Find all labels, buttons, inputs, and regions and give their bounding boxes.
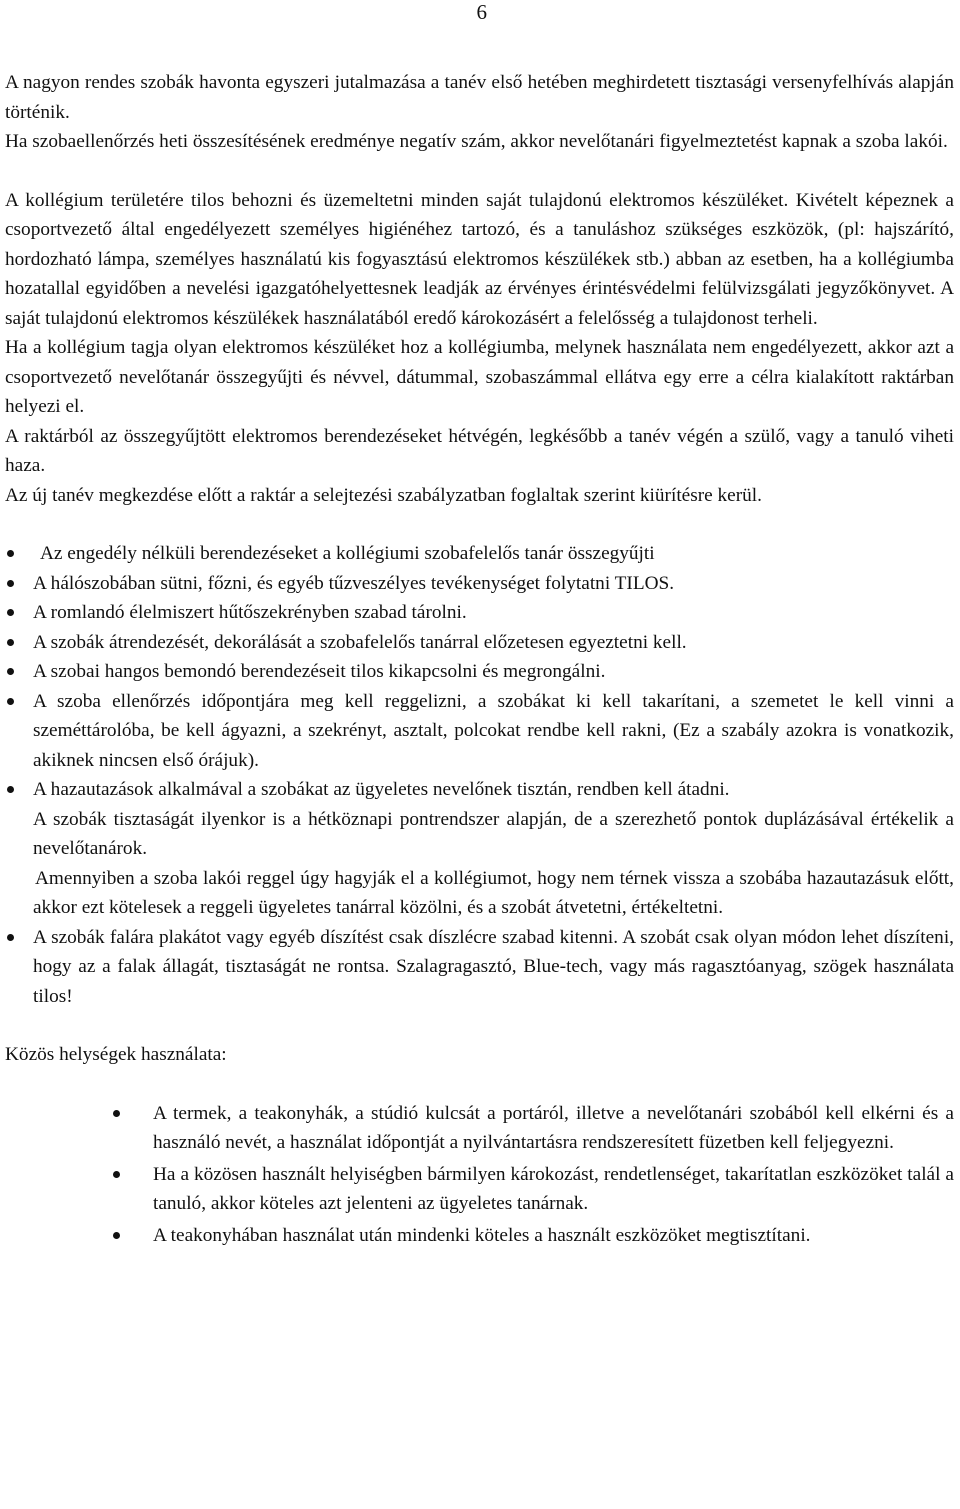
- bullet-icon: [113, 1110, 120, 1117]
- list-item: [5, 1221, 954, 1251]
- list-item: [5, 923, 954, 1012]
- page-number: 6: [476, 0, 487, 24]
- spacer: [5, 510, 954, 539]
- list-item: [5, 687, 954, 776]
- list-item: [5, 1160, 954, 1219]
- list-item-text: A szobai hangos bemondó berendezéseit tilos kikapcsolni és megrongálni.: [33, 661, 606, 682]
- bullet-icon: [7, 580, 14, 587]
- spacer: [5, 157, 954, 186]
- list-item: [5, 775, 954, 923]
- paragraph-intro-1: A nagyon rendes szobák havonta egyszeri jutalmazása a tanév első hetében meghirdetett tisztasági versenyfelhívás alapján történik.: [5, 72, 954, 123]
- rules-list: [5, 539, 954, 1011]
- bullet-icon: [113, 1171, 120, 1178]
- list-item: [5, 569, 954, 599]
- paragraph-electric-1: A kollégium területére tilos behozni és üzemeltetni minden saját tulajdonú elektromos készüléket. Kivételt képeznek a csoportvezető által engedélyezett személyes higiénéhez tartozó, és a tanuláshoz szükséges eszközök, (pl: hajszárító, hordozható lámpa, személyes használatú kis fogyasztású elektromos készülékek stb.) abban az esetben, ha a kollégiumba hozatallal egyidőben a nevelési igazgatóhelyettesnek leadják az érvényes érintésvédelmi felülvizsgálati jegyzőkönyvet. A saját tulajdonú elektromos készülékek használatából eredő károkozásért a felelősség a tulajdonost terheli.: [5, 189, 954, 329]
- list-item: [5, 539, 954, 569]
- spacer: [5, 1070, 954, 1099]
- list-item: [5, 628, 954, 658]
- list-item: [5, 598, 954, 628]
- list-item-text: Az engedély nélküli berendezéseket a kollégiumi szobafelelős tanár összegyűjti: [40, 543, 655, 564]
- paragraph-intro-2: Ha szobaellenőrzés heti összesítésének eredménye negatív szám, akkor nevelőtanári figyelmeztetést kapnak a szoba lakói.: [5, 131, 948, 152]
- bullet-icon: [113, 1232, 120, 1239]
- list-item: [5, 1099, 954, 1158]
- bullet-icon: [7, 550, 14, 557]
- list-item: [5, 657, 954, 687]
- list-item-text: A hazautazások alkalmával a szobákat az ügyeletes nevelőnek tisztán, rendben kell átadni.: [33, 779, 730, 800]
- list-item-text: A termek, a teakonyhák, a stúdió kulcsát a portáról, illetve a nevelőtanári szobából kell elkérni és a használó nevét, a használat időpontját a nyilvántartásra rendszeresített füzetben kell feljegyezni.: [153, 1102, 954, 1153]
- list-item-text: A szobák átrendezését, dekorálását a szobafelelős tanárral előzetesen egyeztetni kell.: [33, 631, 687, 653]
- list-item-text: A szobák falára plakátot vagy egyéb díszítést csak díszlécre szabad kitenni. A szobát csak olyan módon lehet díszíteni, hogy az a falak állagát, tisztaságát ne rontsa. Szalagragasztó, Blue-tech, vagy más ragasztóanyag, szögek használata tilos!: [33, 926, 954, 1007]
- list-item-continuation: Amennyiben a szoba lakói reggel úgy hagyják el a kollégiumot, hogy nem térnek vissza a szobába hazautazásuk előtt, akkor ezt kötelesek a reggeli ügyeletes tanárral közölni, és a szobát átvetetni, értékeltetni.: [33, 867, 954, 918]
- list-item-text: A romlandó élelmiszert hűtőszekrényben szabad tárolni.: [33, 602, 467, 623]
- bullet-icon: [7, 698, 14, 705]
- spacer: [5, 1011, 954, 1040]
- paragraph-electric-4: Az új tanév megkezdése előtt a raktár a selejtezési szabályzatban foglaltak szerint kiürítésre kerül.: [5, 484, 762, 506]
- list-item-text: A teakonyhában használat után mindenki köteles a használt eszközöket megtisztítani.: [153, 1224, 811, 1246]
- list-item-text: Ha a közösen használt helyiségben bármilyen károkozást, rendetlenséget, takarítatlan eszközöket talál a tanuló, akkor köteles azt jelenteni az ügyeletes tanárnak.: [153, 1163, 954, 1214]
- bullet-icon: [7, 639, 14, 646]
- bullet-icon: [7, 786, 14, 793]
- list-item-text: A szoba ellenőrzés időpontjára meg kell reggelizni, a szobákat ki kell takarítani, a szemetet le kell vinni a szeméttárolóba, be kell ágyazni, a szekrényt, asztalt, polcokat rendbe kell rakni, (Ez a szabály azokra is vonatkozik, akiknek nincsen első órájuk).: [33, 690, 954, 771]
- document-body: [5, 68, 954, 1252]
- bullet-icon: [7, 668, 14, 675]
- list-item-continuation: A szobák tisztaságát ilyenkor is a hétköznapi pontrendszer alapján, de a szerezhető pontok duplázásával értékelik a nevelőtanárok.: [33, 808, 954, 859]
- section-heading: Közös helységek használata:: [5, 1044, 227, 1065]
- paragraph-electric-2: Ha a kollégium tagja olyan elektromos készüléket hoz a kollégiumba, melynek használata nem engedélyezett, akkor azt a csoportvezető nevelőtanár összegyűjti és névvel, dátummal, szobaszámmal ellátva egy erre a célra kialakított raktárban helyezi el.: [5, 337, 954, 417]
- bullet-icon: [7, 934, 14, 941]
- common-rules-list: [5, 1099, 954, 1251]
- paragraph-electric-3: A raktárból az összegyűjtött elektromos berendezéseket hétvégén, legkésőbb a tanév végén a szülő, vagy a tanuló viheti haza.: [5, 425, 954, 476]
- list-item-text: A hálószobában sütni, főzni, és egyéb tűzveszélyes tevékenységet folytatni TILOS.: [33, 572, 675, 594]
- bullet-icon: [7, 609, 14, 616]
